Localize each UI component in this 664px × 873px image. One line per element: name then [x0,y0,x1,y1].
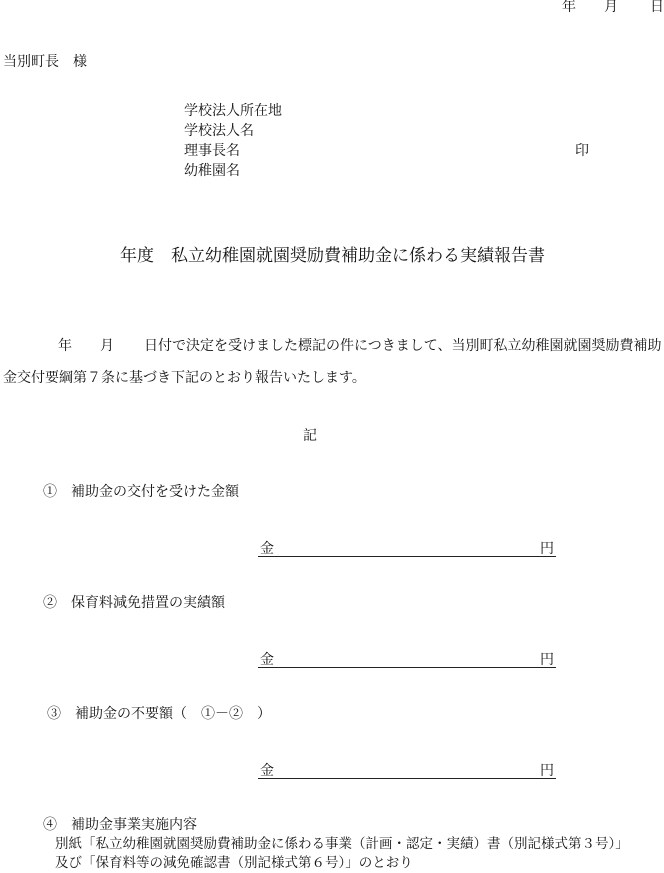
item-1-amount-prefix: 金 [260,541,274,557]
applicant-corp-name-label: 学校法人名 [184,123,254,139]
item-2-amount-prefix: 金 [260,652,274,668]
date-year: 年 [562,0,576,15]
item-1-label: ① 補助金の交付を受けた金額 [43,484,239,500]
item-3-amount-field [258,760,556,779]
item-3-label: ③ 補助金の不要額（ ①－② ） [47,706,271,722]
applicant-kindergarten-label: 幼稚園名 [184,163,240,179]
item-2-label: ② 保育料減免措置の実績額 [43,595,225,611]
seal-mark: 印 [575,143,589,159]
applicant-address-label: 学校法人所在地 [184,103,282,119]
body-line-1-rest: 日付で決定を受けました標記の件につきまして、当別町私立幼稚園就園奨励費補助 [144,338,662,354]
item-1-amount-suffix: 円 [540,541,554,557]
item-4-line-2: 及び「保育料等の減免確認書（別記様式第６号）」のとおり [55,855,413,871]
item-4-label: ④ 補助金事業実施内容 [43,817,197,833]
date-line [562,0,664,15]
item-3-amount-suffix: 円 [540,763,554,779]
item-4-line-1: 別紙「私立幼稚園就園奨励費補助金に係わる事業（計画・認定・実績）書（別記様式第３号）」 [55,836,629,852]
date-day: 日 [650,0,664,15]
applicant-chair-label: 理事長名 [184,143,240,159]
body-line-2: 金交付要綱第７条に基づき下記のとおり報告いたします。 [3,370,366,386]
item-2-amount-field [258,649,556,668]
addressee: 当別町長 様 [3,54,87,70]
item-2-amount-suffix: 円 [540,652,554,668]
item-3-amount-prefix: 金 [260,763,274,779]
item-1-amount-field [258,538,556,557]
body-line-1 [0,338,661,354]
body-month: 月 [100,338,114,354]
document-title: 年度 私立幼稚園就園奨励費補助金に係わる実績報告書 [120,246,545,266]
date-month: 月 [604,0,618,15]
ki-heading: 記 [303,428,317,444]
body-year: 年 [58,338,72,354]
